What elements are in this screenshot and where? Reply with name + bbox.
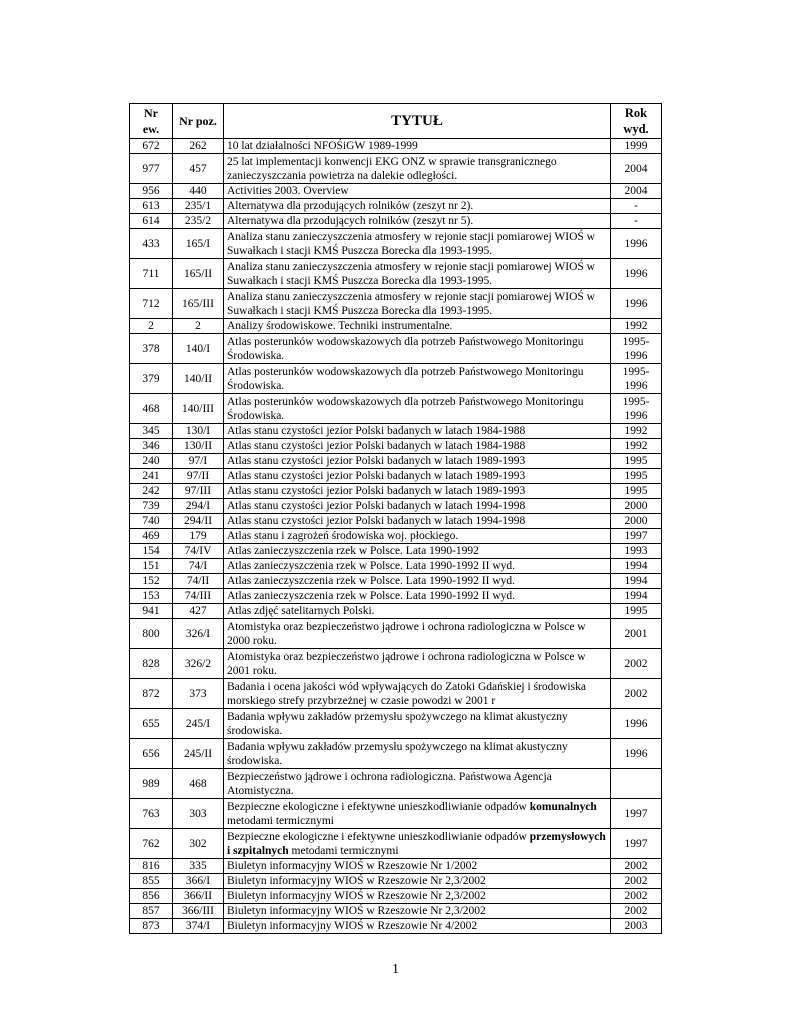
cell-tytul <box>224 859 611 874</box>
cell-rok: 1996 <box>611 289 662 319</box>
cell-nr-poz: 97/I <box>173 454 224 469</box>
cell-rok: 2002 <box>611 904 662 919</box>
cell-rok: 1992 <box>611 424 662 439</box>
title-segment: Atlas stanu czystości jezior Polski badanych w latach 1984-1988 <box>227 425 526 437</box>
table-row <box>130 184 662 199</box>
cell-nr-ew: 872 <box>130 679 173 709</box>
cell-tytul <box>224 589 611 604</box>
cell-nr-ew: 346 <box>130 439 173 454</box>
cell-nr-ew: 873 <box>130 919 173 934</box>
cell-tytul <box>224 649 611 679</box>
cell-nr-poz: 294/I <box>173 499 224 514</box>
title-segment: Analiza stanu zanieczyszczenia atmosfery w rejonie stacji pomiarowej WIOŚ w Suwałkach i stacji KMŚ Puszcza Borecka dla 1993-1995. <box>227 290 595 317</box>
cell-nr-ew: 241 <box>130 469 173 484</box>
title-segment: Atlas posterunków wodowskazowych dla potrzeb Państwowego Monitoringu Środowiska. <box>227 365 584 392</box>
cell-nr-poz: 140/III <box>173 394 224 424</box>
cell-nr-ew: 828 <box>130 649 173 679</box>
cell-nr-ew: 613 <box>130 199 173 214</box>
cell-tytul <box>224 904 611 919</box>
cell-tytul <box>224 919 611 934</box>
cell-rok: 1994 <box>611 559 662 574</box>
table-row <box>130 919 662 934</box>
table-row <box>130 394 662 424</box>
table-row <box>130 154 662 184</box>
table-row <box>130 424 662 439</box>
cell-tytul <box>224 439 611 454</box>
table-row <box>130 589 662 604</box>
cell-rok: 2002 <box>611 889 662 904</box>
title-segment: Analiza stanu zanieczyszczenia atmosfery w rejonie stacji pomiarowej WIOŚ w Suwałkach i stacji KMŚ Puszcza Borecka dla 1993-1995. <box>227 230 595 257</box>
title-segment: Analiza stanu zanieczyszczenia atmosfery w rejonie stacji pomiarowej WIOŚ w Suwałkach i stacji KMŚ Puszcza Borecka dla 1993-1995. <box>227 260 595 287</box>
cell-tytul <box>224 229 611 259</box>
cell-nr-poz: 130/II <box>173 439 224 454</box>
title-segment: Bezpieczne ekologiczne i efektywne unieszkodliwianie odpadów <box>227 800 530 813</box>
cell-tytul <box>224 889 611 904</box>
table-row <box>130 829 662 859</box>
title-bold-segment: przemysłowych i szpitalnych <box>227 830 606 857</box>
cell-rok: 2003 <box>611 919 662 934</box>
cell-tytul <box>224 139 611 154</box>
cell-tytul <box>224 469 611 484</box>
title-segment: Atomistyka oraz bezpieczeństwo jądrowe i ochrona radiologiczna w Polsce w 2000 roku. <box>227 620 586 647</box>
cell-tytul <box>224 739 611 769</box>
cell-nr-ew: 379 <box>130 364 173 394</box>
title-segment: Atlas stanu czystości jezior Polski badanych w latach 1994-1998 <box>227 515 526 527</box>
cell-rok: 2004 <box>611 184 662 199</box>
table-row <box>130 484 662 499</box>
cell-rok: 1994 <box>611 574 662 589</box>
cell-nr-ew: 154 <box>130 544 173 559</box>
cell-nr-ew: 956 <box>130 184 173 199</box>
title-segment: Atlas stanu czystości jezior Polski badanych w latach 1989-1993 <box>227 485 526 497</box>
cell-nr-poz: 165/I <box>173 229 224 259</box>
cell-tytul <box>224 199 611 214</box>
title-segment: Atlas stanu czystości jezior Polski badanych w latach 1984-1988 <box>227 440 526 452</box>
table-row <box>130 739 662 769</box>
cell-rok: 1995 <box>611 454 662 469</box>
title-segment: Biuletyn informacyjny WIOŚ w Rzeszowie Nr 4/2002 <box>227 920 478 932</box>
cell-nr-poz: 335 <box>173 859 224 874</box>
cell-rok <box>611 769 662 799</box>
cell-nr-poz: 2 <box>173 319 224 334</box>
cell-nr-ew: 989 <box>130 769 173 799</box>
table-row <box>130 454 662 469</box>
table-row <box>130 679 662 709</box>
cell-rok: 1992 <box>611 439 662 454</box>
header-nr-ew-label: Nr ew. <box>142 106 160 136</box>
cell-nr-poz: 245/I <box>173 709 224 739</box>
cell-rok: 2002 <box>611 679 662 709</box>
cell-tytul <box>224 769 611 799</box>
cell-rok: 1999 <box>611 139 662 154</box>
cell-tytul <box>224 184 611 199</box>
cell-nr-poz: 97/III <box>173 484 224 499</box>
table-row <box>130 889 662 904</box>
title-segment: Atlas stanu czystości jezior Polski badanych w latach 1989-1993 <box>227 455 526 467</box>
table-row <box>130 559 662 574</box>
cell-nr-ew: 712 <box>130 289 173 319</box>
cell-tytul <box>224 514 611 529</box>
cell-nr-poz: 165/III <box>173 289 224 319</box>
cell-tytul <box>224 559 611 574</box>
table-row <box>130 544 662 559</box>
title-segment: Atlas posterunków wodowskazowych dla potrzeb Państwowego Monitoringu Środowiska. <box>227 335 584 362</box>
table-body <box>130 139 662 934</box>
cell-nr-ew: 711 <box>130 259 173 289</box>
cell-rok: 1995- 1996 <box>611 394 662 424</box>
header-nr-poz <box>173 104 224 139</box>
table-row <box>130 469 662 484</box>
cell-rok: 1992 <box>611 319 662 334</box>
table-row <box>130 199 662 214</box>
title-segment: Atlas stanu czystości jezior Polski badanych w latach 1989-1993 <box>227 470 526 482</box>
table-row <box>130 799 662 829</box>
header-row <box>130 104 662 139</box>
title-segment: Activities 2003. Overview <box>227 185 349 197</box>
title-segment: metodami termicznymi <box>227 814 334 827</box>
table-row <box>130 859 662 874</box>
title-segment: Atlas zanieczyszczenia rzek w Polsce. Lata 1990-1992 II wyd. <box>227 560 516 572</box>
cell-nr-poz: 468 <box>173 769 224 799</box>
cell-tytul <box>224 619 611 649</box>
cell-tytul <box>224 319 611 334</box>
cell-tytul <box>224 334 611 364</box>
title-segment: Biuletyn informacyjny WIOŚ w Rzeszowie Nr 2,3/2002 <box>227 875 486 887</box>
table-row <box>130 139 662 154</box>
cell-rok: 2000 <box>611 499 662 514</box>
cell-rok: 2002 <box>611 859 662 874</box>
cell-nr-poz: 294/II <box>173 514 224 529</box>
table-row <box>130 214 662 229</box>
title-segment: Alternatywa dla przodujących rolników (zeszyt nr 2). <box>227 200 474 212</box>
title-segment: Analizy środowiskowe. Techniki instrumentalne. <box>227 320 453 332</box>
cell-tytul <box>224 289 611 319</box>
cell-tytul <box>224 529 611 544</box>
cell-rok: 1994 <box>611 589 662 604</box>
cell-nr-poz: 366/II <box>173 889 224 904</box>
cell-tytul <box>224 424 611 439</box>
cell-tytul <box>224 829 611 859</box>
cell-tytul <box>224 874 611 889</box>
table-row <box>130 874 662 889</box>
title-segment: Badania wpływu zakładów przemysłu spożywczego na klimat akustyczny środowiska. <box>227 710 568 737</box>
cell-rok: 2002 <box>611 649 662 679</box>
cell-nr-poz: 374/I <box>173 919 224 934</box>
title-segment: Biuletyn informacyjny WIOŚ w Rzeszowie Nr 2,3/2002 <box>227 890 486 902</box>
cell-nr-ew: 153 <box>130 589 173 604</box>
cell-tytul <box>224 679 611 709</box>
cell-nr-poz: 165/II <box>173 259 224 289</box>
table-row <box>130 769 662 799</box>
table-row <box>130 529 662 544</box>
cell-nr-ew: 655 <box>130 709 173 739</box>
cell-tytul <box>224 499 611 514</box>
cell-nr-ew: 433 <box>130 229 173 259</box>
title-segment: Atlas zdjęć satelitarnych Polski. <box>227 605 375 617</box>
cell-nr-ew: 345 <box>130 424 173 439</box>
table-row <box>130 259 662 289</box>
cell-rok: 1993 <box>611 544 662 559</box>
cell-nr-ew: 469 <box>130 529 173 544</box>
table-row <box>130 439 662 454</box>
title-segment: Atlas posterunków wodowskazowych dla potrzeb Państwowego Monitoringu Środowiska. <box>227 395 584 422</box>
cell-nr-ew: 856 <box>130 889 173 904</box>
cell-nr-ew: 977 <box>130 154 173 184</box>
cell-rok: 1997 <box>611 829 662 859</box>
table-row <box>130 514 662 529</box>
cell-nr-ew: 468 <box>130 394 173 424</box>
header-rok <box>611 104 662 139</box>
cell-nr-ew: 614 <box>130 214 173 229</box>
cell-rok: 2002 <box>611 874 662 889</box>
header-nr-poz-label: Nr poz. <box>179 114 217 128</box>
cell-tytul <box>224 259 611 289</box>
cell-nr-poz: 326/2 <box>173 649 224 679</box>
cell-nr-ew: 800 <box>130 619 173 649</box>
cell-tytul <box>224 574 611 589</box>
cell-nr-poz: 140/I <box>173 334 224 364</box>
cell-rok: 2001 <box>611 619 662 649</box>
cell-nr-ew: 941 <box>130 604 173 619</box>
cell-tytul <box>224 454 611 469</box>
title-segment: Biuletyn informacyjny WIOŚ w Rzeszowie Nr 1/2002 <box>227 860 478 872</box>
cell-nr-poz: 235/1 <box>173 199 224 214</box>
cell-nr-poz: 303 <box>173 799 224 829</box>
table-row <box>130 574 662 589</box>
cell-tytul <box>224 154 611 184</box>
header-tytul-label: TYTUŁ <box>391 113 443 129</box>
title-segment: Atlas zanieczyszczenia rzek w Polsce. Lata 1990-1992 II wyd. <box>227 575 516 587</box>
cell-tytul <box>224 544 611 559</box>
cell-rok: 1995 <box>611 484 662 499</box>
cell-nr-poz: 440 <box>173 184 224 199</box>
cell-nr-ew: 240 <box>130 454 173 469</box>
cell-nr-ew: 857 <box>130 904 173 919</box>
title-segment: Atlas zanieczyszczenia rzek w Polsce. Lata 1990-1992 II wyd. <box>227 590 516 602</box>
cell-nr-poz: 74/II <box>173 574 224 589</box>
title-segment: Badania wpływu zakładów przemysłu spożywczego na klimat akustyczny środowiska. <box>227 740 568 767</box>
table-row <box>130 604 662 619</box>
cell-nr-poz: 179 <box>173 529 224 544</box>
cell-nr-ew: 816 <box>130 859 173 874</box>
table-row <box>130 709 662 739</box>
title-segment: 10 lat działalności NFOŚiGW 1989-1999 <box>227 140 418 152</box>
page-number: 1 <box>392 962 399 977</box>
cell-nr-ew: 672 <box>130 139 173 154</box>
cell-rok: 1996 <box>611 229 662 259</box>
cell-nr-poz: 366/I <box>173 874 224 889</box>
title-segment: Bezpieczeństwo jądrowe i ochrona radiologiczna. Państwowa Agencja Atomistyczna. <box>227 770 552 797</box>
title-segment: Atlas stanu czystości jezior Polski badanych w latach 1994-1998 <box>227 500 526 512</box>
cell-nr-ew: 855 <box>130 874 173 889</box>
title-segment: Atomistyka oraz bezpieczeństwo jądrowe i ochrona radiologiczna w Polsce w 2001 roku. <box>227 650 586 677</box>
title-segment: Bezpieczne ekologiczne i efektywne unieszkodliwianie odpadów <box>227 830 530 843</box>
cell-rok: - <box>611 199 662 214</box>
table-row <box>130 229 662 259</box>
cell-nr-ew: 740 <box>130 514 173 529</box>
cell-rok: 1997 <box>611 799 662 829</box>
title-segment: Atlas zanieczyszczenia rzek w Polsce. Lata 1990-1992 <box>227 545 479 557</box>
cell-tytul <box>224 214 611 229</box>
cell-nr-poz: 373 <box>173 679 224 709</box>
title-segment: Atlas stanu i zagrożeń środowiska woj. płockiego. <box>227 530 459 542</box>
cell-tytul <box>224 709 611 739</box>
header-rok-label: Rok wyd. <box>623 106 649 136</box>
cell-rok: 1996 <box>611 709 662 739</box>
cell-rok: 2000 <box>611 514 662 529</box>
cell-nr-poz: 74/III <box>173 589 224 604</box>
cell-nr-poz: 245/II <box>173 739 224 769</box>
table-row <box>130 619 662 649</box>
cell-nr-poz: 326/I <box>173 619 224 649</box>
catalog-table <box>129 103 662 934</box>
cell-nr-poz: 74/I <box>173 559 224 574</box>
table-row <box>130 289 662 319</box>
title-segment: Alternatywa dla przodujących rolników (zeszyt nr 5). <box>227 215 474 227</box>
cell-nr-poz: 74/IV <box>173 544 224 559</box>
cell-nr-ew: 762 <box>130 829 173 859</box>
cell-nr-ew: 2 <box>130 319 173 334</box>
title-segment: metodami termicznymi <box>288 844 399 857</box>
cell-nr-poz: 140/II <box>173 364 224 394</box>
cell-nr-poz: 235/2 <box>173 214 224 229</box>
cell-nr-poz: 366/III <box>173 904 224 919</box>
cell-nr-poz: 262 <box>173 139 224 154</box>
cell-nr-ew: 763 <box>130 799 173 829</box>
title-segment: Badania i ocena jakości wód wpływających do Zatoki Gdańskiej i środowiska morskiego strefy przybrzeżnej w czasie powodzi w 2001 r <box>227 680 586 707</box>
cell-rok: 1996 <box>611 739 662 769</box>
cell-rok: 1997 <box>611 529 662 544</box>
cell-nr-ew: 656 <box>130 739 173 769</box>
cell-nr-poz: 302 <box>173 829 224 859</box>
cell-rok: 1996 <box>611 259 662 289</box>
cell-nr-ew: 242 <box>130 484 173 499</box>
cell-nr-ew: 378 <box>130 334 173 364</box>
table-row <box>130 904 662 919</box>
cell-tytul <box>224 799 611 829</box>
cell-nr-poz: 97/II <box>173 469 224 484</box>
table-row <box>130 334 662 364</box>
table-row <box>130 319 662 334</box>
header-tytul <box>224 104 611 139</box>
cell-tytul <box>224 394 611 424</box>
header-nr-ew <box>130 104 173 139</box>
table-row <box>130 649 662 679</box>
cell-nr-poz: 130/I <box>173 424 224 439</box>
title-segment: 25 lat implementacji konwencji EKG ONZ w sprawie transgranicznego zanieczyszczania powietrza na dalekie odległości. <box>227 155 557 182</box>
title-bold-segment: komunalnych <box>529 800 597 813</box>
cell-nr-ew: 151 <box>130 559 173 574</box>
cell-tytul <box>224 364 611 394</box>
cell-rok: 2004 <box>611 154 662 184</box>
cell-nr-poz: 427 <box>173 604 224 619</box>
cell-tytul <box>224 604 611 619</box>
cell-rok: 1995- 1996 <box>611 364 662 394</box>
cell-nr-ew: 152 <box>130 574 173 589</box>
cell-nr-ew: 739 <box>130 499 173 514</box>
cell-rok: 1995- 1996 <box>611 334 662 364</box>
cell-rok: 1995 <box>611 469 662 484</box>
cell-rok: 1995 <box>611 604 662 619</box>
title-segment: Biuletyn informacyjny WIOŚ w Rzeszowie Nr 2,3/2002 <box>227 905 486 917</box>
table-row <box>130 364 662 394</box>
cell-tytul <box>224 484 611 499</box>
cell-nr-poz: 457 <box>173 154 224 184</box>
table-row <box>130 499 662 514</box>
cell-rok: - <box>611 214 662 229</box>
